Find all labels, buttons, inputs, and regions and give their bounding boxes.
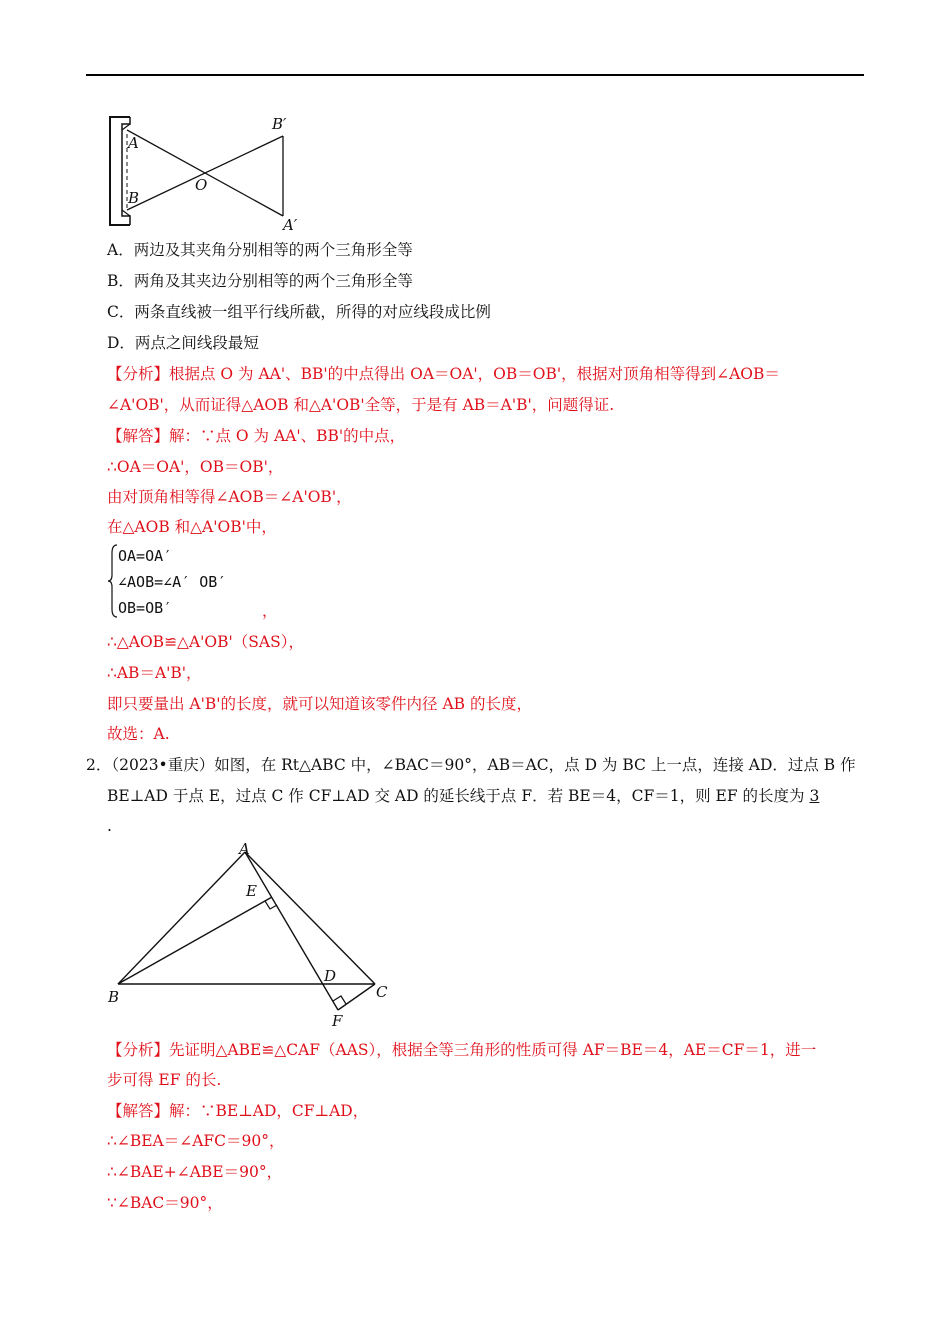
label-f: F xyxy=(332,1012,343,1030)
q2-stem-line-2 xyxy=(107,786,819,806)
q2-solution-line-4: ∵∠BAC＝90°， xyxy=(107,1194,223,1212)
q2-solution-line-1: 【解答】解：∵BE⊥AD，CF⊥AD， xyxy=(107,1102,369,1120)
q1-solution-line-5: ∴△AOB≌△A'OB'（SAS）， xyxy=(107,633,304,651)
q2-stem-text: BE⊥AD 于点 E，过点 C 作 CF⊥AD 交 AD 的延长线于点 F．若 BE＝4，CF＝1，则 EF 的长度为 xyxy=(107,787,805,805)
q2-analysis-line-2: 步可得 EF 的长. xyxy=(107,1071,222,1089)
system-eq-2: ∠AOB=∠A′ OB′ xyxy=(118,573,227,591)
label-a2: A xyxy=(239,840,250,858)
option-d: D．两点之间线段最短 xyxy=(107,334,259,352)
label-o: O xyxy=(195,176,208,194)
header-rule xyxy=(86,74,864,76)
q2-stem-line-3: . xyxy=(107,817,112,835)
option-a: A．两边及其夹角分别相等的两个三角形全等 xyxy=(107,241,413,259)
system-comma: ， xyxy=(262,602,278,620)
q2-stem-line-1: 2．（2023•重庆）如图，在 Rt△ABC 中，∠BAC＝90°，AB＝AC，点 D 为 BC 上一点，连接 AD．过点 B 作 xyxy=(86,756,856,774)
label-d: D xyxy=(324,967,337,985)
q2-solution-line-3: ∴∠BAE+∠ABE＝90°， xyxy=(107,1163,283,1181)
label-c: C xyxy=(376,983,388,1001)
label-a: A xyxy=(128,134,139,152)
q1-solution-line-4: 在△AOB 和△A'OB'中， xyxy=(107,518,277,536)
label-b: B xyxy=(128,189,140,207)
option-b: B．两角及其夹边分别相等的两个三角形全等 xyxy=(107,272,413,290)
q1-analysis-line-1: 【分析】根据点 O 为 AA'、BB'的中点得出 OA＝OA'，OB＝OB'，根据对顶角相等得到∠AOB＝ xyxy=(107,365,780,383)
label-b-prime: B′ xyxy=(272,115,287,133)
q2-analysis-line-1: 【分析】先证明△ABE≌△CAF（AAS），根据全等三角形的性质可得 AF＝BE＝4，AE＝CF＝1，进一 xyxy=(107,1041,817,1059)
q1-solution-line-1: 【解答】解：∵点 O 为 AA'、BB'的中点， xyxy=(107,427,406,445)
q1-solution-line-7: 即只要量出 A'B'的长度，就可以知道该零件内径 AB 的长度， xyxy=(107,695,532,713)
label-b2: B xyxy=(108,988,120,1006)
option-c: C．两条直线被一组平行线所截，所得的对应线段成比例 xyxy=(107,303,491,321)
q2-answer: 3 xyxy=(809,787,820,805)
q1-solution-line-3: 由对顶角相等得∠AOB＝∠A'OB'， xyxy=(107,488,352,506)
figure-crossed-triangles xyxy=(100,110,320,235)
system-eq-3: OB=OB′ xyxy=(118,599,173,617)
q1-solution-line-2: ∴OA＝OA'，OB＝OB'， xyxy=(107,458,284,476)
label-a-prime: A′ xyxy=(283,216,298,234)
q1-solution-line-6: ∴AB＝A'B'， xyxy=(107,664,202,682)
system-eq-1: OA=OA′ xyxy=(118,547,173,565)
q1-solution-line-8: 故选：A. xyxy=(107,725,170,743)
figure-triangle-abc xyxy=(100,838,400,1033)
q2-solution-line-2: ∴∠BEA＝∠AFC＝90°， xyxy=(107,1132,285,1150)
label-e: E xyxy=(246,882,257,900)
q1-analysis-line-2: ∠A'OB'，从而证得△AOB 和△A'OB'全等，于是有 AB＝A'B'，问题得证. xyxy=(107,396,615,414)
